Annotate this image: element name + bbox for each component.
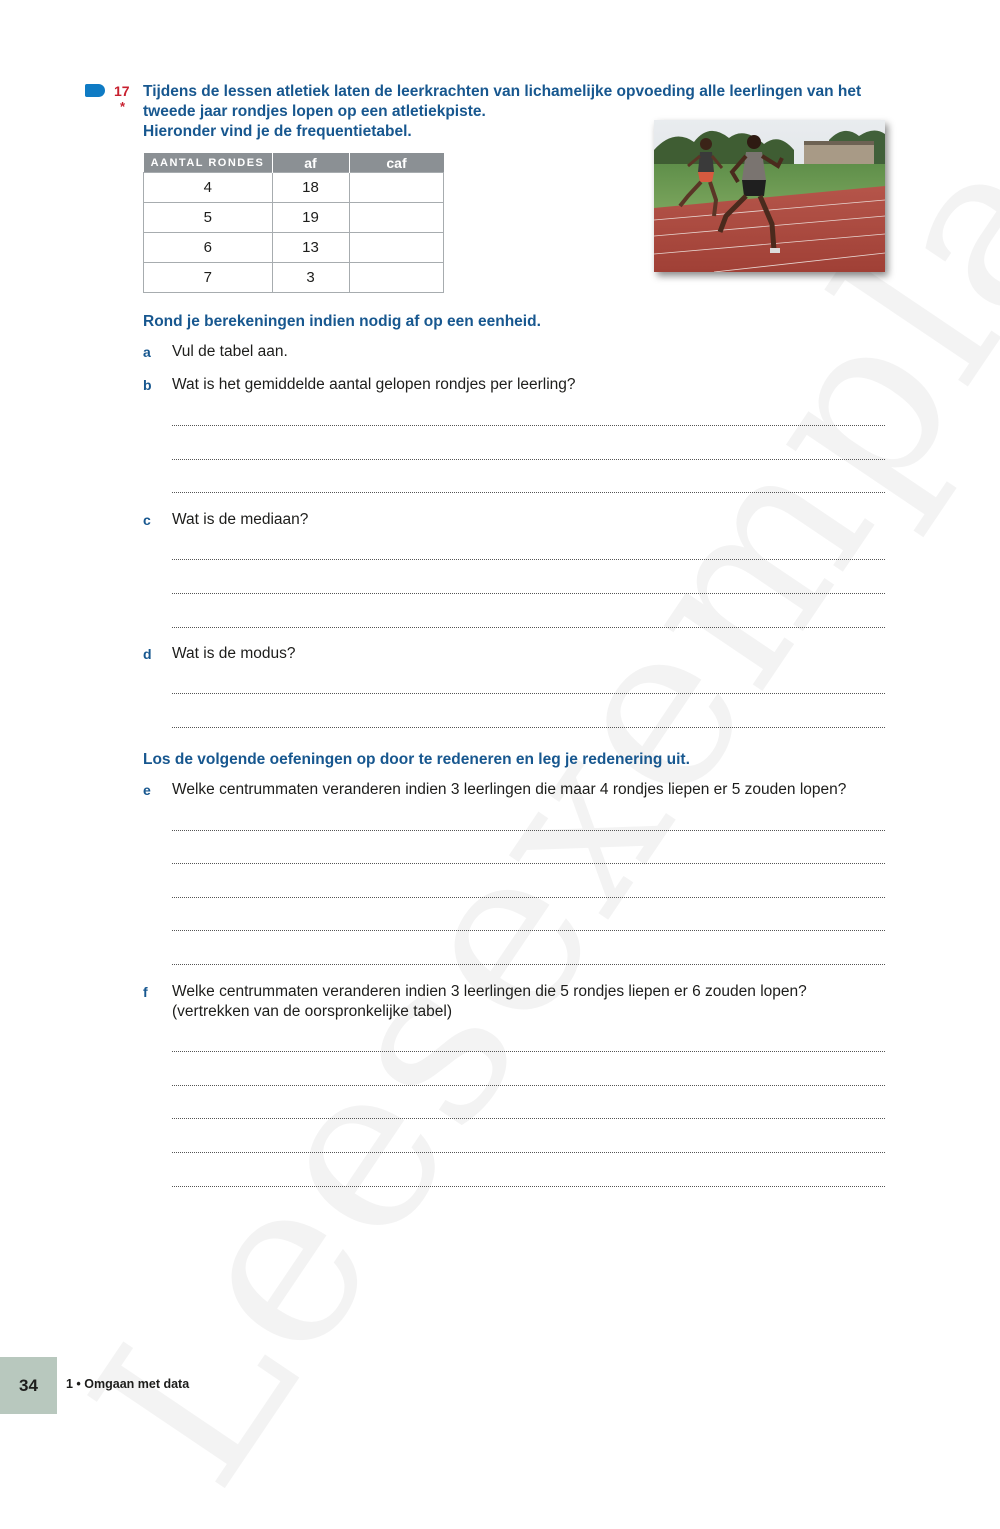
answer-line[interactable] [172,830,885,831]
question-b-text: Wat is het gemiddelde aantal gelopen rondjes per leerling? [172,376,576,393]
intro-line: tweede jaar rondjes lopen op een atletiekpiste. [143,103,486,120]
answer-line[interactable] [172,559,885,560]
table-row [144,173,444,203]
cell-af: 19 [272,203,349,233]
instruction-round: Rond je berekeningen indien nodig af op een eenheid. [143,313,541,330]
answer-line[interactable] [172,930,885,931]
answer-line[interactable] [172,459,885,460]
answer-line[interactable] [172,1152,885,1153]
cell-rondes: 6 [144,233,273,263]
answer-line[interactable] [172,1051,885,1052]
cell-af: 18 [272,173,349,203]
cell-caf[interactable] [349,203,444,233]
question-e-text: Welke centrummaten veranderen indien 3 leerlingen die maar 4 rondjes liepen er 5 zouden lopen? [172,781,847,798]
frequency-table [143,153,444,293]
chapter-title: 1 • Omgaan met data [66,1377,190,1391]
cell-rondes: 5 [144,203,273,233]
question-a-text: Vul de tabel aan. [172,343,288,360]
answer-line[interactable] [172,593,885,594]
answer-line[interactable] [172,627,885,628]
answer-line[interactable] [172,1118,885,1119]
question-letter-f: f [143,984,148,1000]
cell-caf[interactable] [349,173,444,203]
question-f-text: Welke centrummaten veranderen indien 3 leerlingen die 5 rondjes liepen er 6 zouden lopen? [172,983,807,1000]
question-f-text-note: (vertrekken van de oorspronkelijke tabel) [172,1003,452,1020]
cell-af: 3 [272,263,349,293]
answer-line[interactable] [172,863,885,864]
question-d-text: Wat is de modus? [172,645,296,662]
question-c-text: Wat is de mediaan? [172,511,309,528]
table-row [144,233,444,263]
question-letter-d: d [143,646,152,662]
answer-line[interactable] [172,492,885,493]
cell-rondes: 7 [144,263,273,293]
instruction-reason: Los de volgende oefeningen op door te redeneren en leg je redenering uit. [143,751,690,768]
table-header-row [144,153,444,173]
question-letter-a: a [143,344,151,360]
column-header-af: af [272,153,349,173]
table-row [144,263,444,293]
column-header-rondes: AANTAL RONDES [144,153,273,173]
intro-line: Tijdens de lessen atletiek laten de leerkrachten van lichamelijke opvoeding alle leerlingen van het [143,83,862,100]
difficulty-star: * [120,99,126,114]
column-header-caf: caf [349,153,444,173]
question-letter-b: b [143,377,152,393]
cell-af: 13 [272,233,349,263]
cell-caf[interactable] [349,233,444,263]
answer-line[interactable] [172,693,885,694]
exercise-marker-icon [85,84,105,97]
page-number: 34 [0,1357,57,1414]
exercise-number: 17 [114,83,130,99]
answer-line[interactable] [172,425,885,426]
runners-photo-image [654,120,885,272]
cell-caf[interactable] [349,263,444,293]
cell-rondes: 4 [144,173,273,203]
answer-line[interactable] [172,897,885,898]
runners-photo [654,120,885,272]
answer-line[interactable] [172,1186,885,1187]
question-letter-e: e [143,782,151,798]
answer-line[interactable] [172,964,885,965]
intro-line: Hieronder vind je de frequentietabel. [143,123,412,140]
answer-line[interactable] [172,1085,885,1086]
table-row [144,203,444,233]
question-letter-c: c [143,512,151,528]
answer-line[interactable] [172,727,885,728]
